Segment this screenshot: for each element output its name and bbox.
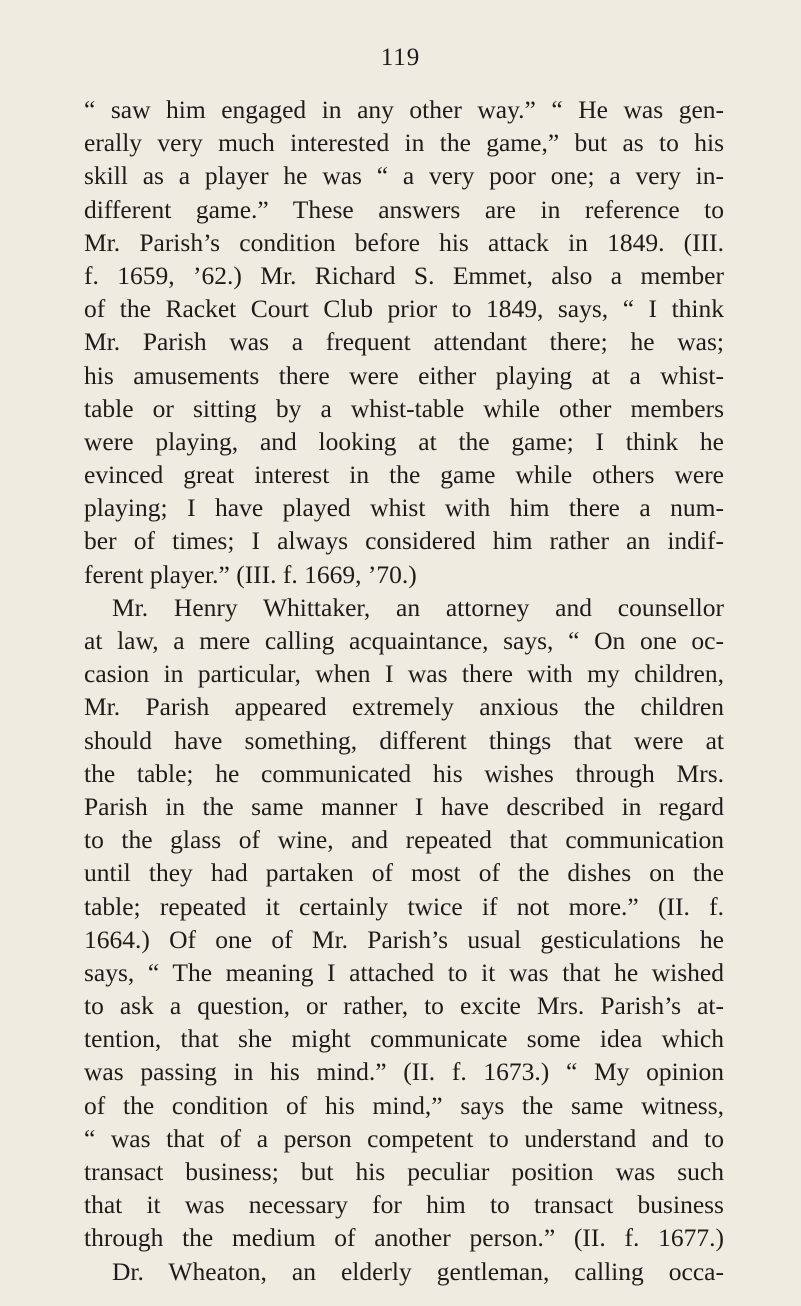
text-line: different game.” These answers are in reference to	[84, 194, 724, 224]
text-line: through the medium of another person.” (II. f. 1677.)	[84, 1223, 724, 1253]
page-number: 119	[380, 44, 421, 71]
text-line: Mr. Parish appeared extremely anxious the children	[84, 692, 724, 722]
text-line: the table; he communicated his wishes through Mrs.	[84, 758, 724, 788]
text-line: to ask a question, or rather, to excite Mrs. Parish’s at-	[84, 991, 724, 1021]
text-line: to the glass of wine, and repeated that communication	[84, 825, 724, 855]
text-line: of the Racket Court Club prior to 1849, says, “ I think	[84, 294, 724, 324]
text-line: until they had partaken of most of the dishes on the	[84, 858, 724, 888]
text-line: table or sitting by a whist-table while other members	[84, 393, 724, 423]
text-line: Mr. Henry Whittaker, an attorney and counsellor	[112, 592, 724, 622]
text-line: says, “ The meaning I attached to it was that he wished	[84, 957, 724, 987]
text-line: skill as a player he was “ a very poor one; a very in-	[84, 161, 724, 191]
text-line: ber of times; I always considered him rather an indif-	[84, 526, 724, 556]
text-line: was passing in his mind.” (II. f. 1673.) “ My opinion	[84, 1057, 724, 1087]
text-line: Dr. Wheaton, an elderly gentleman, calling occa-	[112, 1256, 724, 1286]
text-line: Parish in the same manner I have described in regard	[84, 791, 724, 821]
text-line: of the condition of his mind,” says the same witness,	[84, 1090, 724, 1120]
text-line: casion in particular, when I was there with my children,	[84, 659, 724, 689]
text-line: were playing, and looking at the game; I think he	[84, 426, 724, 456]
text-line: 1664.) Of one of Mr. Parish’s usual gesticulations he	[84, 924, 724, 954]
text-line: playing; I have played whist with him there a num-	[84, 493, 724, 523]
text-line: Mr. Parish’s condition before his attack in 1849. (III.	[84, 227, 724, 257]
text-line: should have something, different things that were at	[84, 725, 724, 755]
text-line: his amusements there were either playing at a whist-	[84, 360, 724, 390]
text-line: that it was necessary for him to transact business	[84, 1190, 724, 1220]
text-line: ferent player.” (III. f. 1669, ’70.)	[84, 559, 417, 589]
text-line: evinced great interest in the game while others were	[84, 460, 724, 490]
text-line: table; repeated it certainly twice if not more.” (II. f.	[84, 891, 724, 921]
text-line: f. 1659, ’62.) Mr. Richard S. Emmet, also a member	[84, 260, 724, 290]
body-text	[84, 93, 724, 1288]
text-line: tention, that she might communicate some idea which	[84, 1024, 724, 1054]
text-line: at law, a mere calling acquaintance, says, “ On one oc-	[84, 626, 724, 655]
text-line: “ was that of a person competent to understand and to	[84, 1123, 724, 1153]
text-line: erally very much interested in the game,” but as to his	[84, 128, 724, 158]
text-line: transact business; but his peculiar position was such	[84, 1157, 724, 1186]
text-line: Mr. Parish was a frequent attendant there; he was;	[84, 327, 724, 357]
text-line: “ saw him engaged in any other way.” “ He was gen-	[84, 95, 724, 124]
